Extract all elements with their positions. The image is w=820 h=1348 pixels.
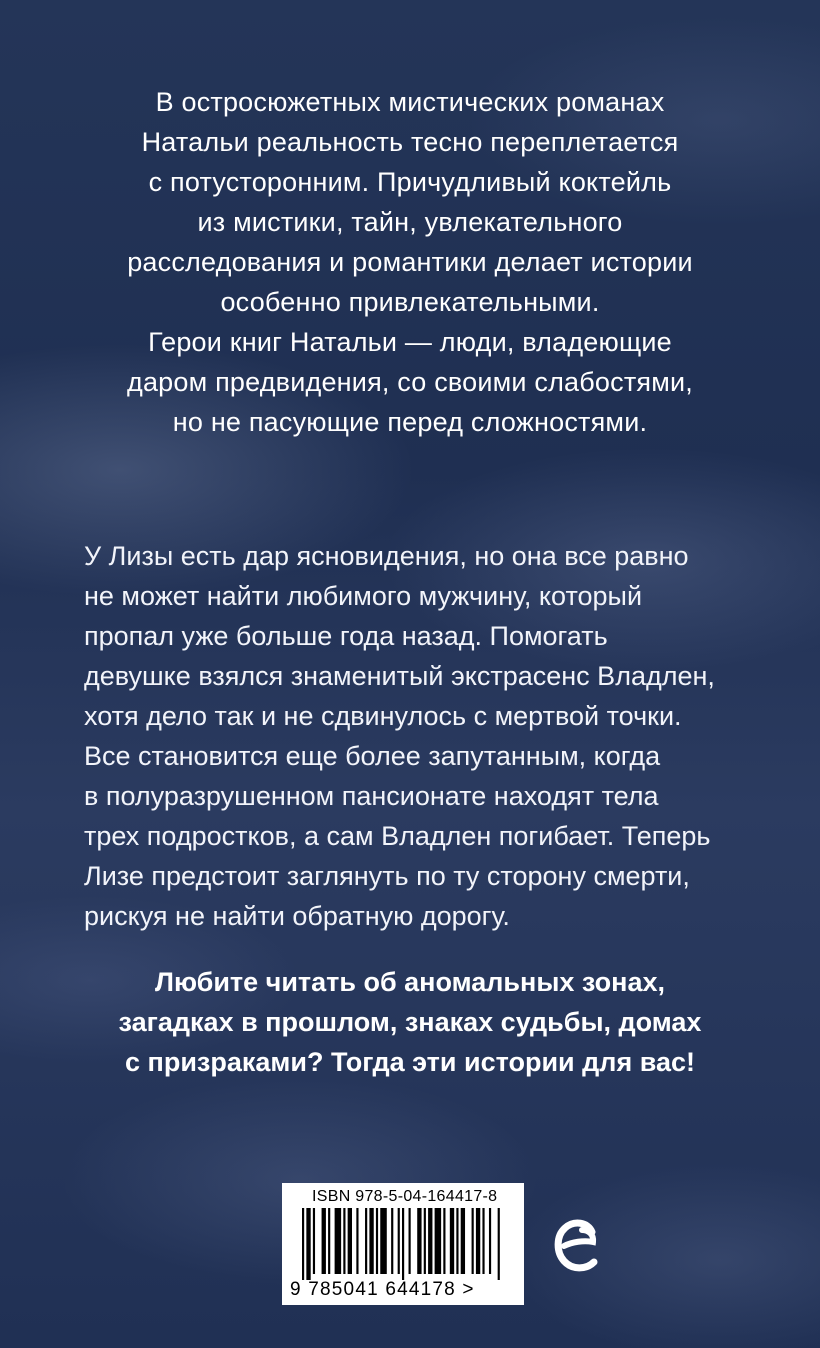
barcode-bar: [456, 1208, 458, 1274]
barcode-bar: [398, 1208, 400, 1274]
synopsis-line: трех подростков, а сам Владлен погибает. Теперь: [84, 821, 711, 851]
synopsis-line: У Лизы есть дар ясновидения, но она все равно: [84, 541, 689, 571]
publisher-logo-icon: [552, 1212, 602, 1276]
barcode-bar: [376, 1208, 378, 1274]
intro-line: Натальи реальность тесно переплетается: [141, 127, 679, 157]
tagline-text: [0, 962, 820, 1082]
synopsis-line: хотя дело так и не сдвинулось с мертвой точки.: [84, 701, 682, 731]
barcode-digits: 9 785041 644178 >: [290, 1279, 475, 1300]
intro-line: особенно привлекательными.: [220, 287, 600, 317]
synopsis-text: [84, 536, 764, 936]
intro-line: В остросюжетных мистических романах: [155, 87, 665, 117]
tagline-line: загадках в прошлом, знаках судьбы, домах: [118, 1007, 702, 1037]
barcode-bar: [391, 1208, 393, 1274]
barcode-bar: [443, 1208, 445, 1274]
synopsis-line: Все становится еще более запутанным, когда: [84, 741, 661, 771]
synopsis-line: девушке взялся знаменитый экстрасенс Владлен,: [84, 661, 715, 691]
barcode-bar: [424, 1208, 426, 1274]
intro-text: [0, 82, 820, 442]
barcode-bar: [428, 1208, 432, 1274]
synopsis-line: в полуразрушенном пансионате находят тела: [84, 781, 659, 811]
barcode-bar: [435, 1208, 442, 1274]
barcode-bar: [482, 1208, 484, 1274]
barcode-bar: [328, 1208, 330, 1274]
barcode-bar: [498, 1208, 500, 1280]
barcode-bar: [343, 1208, 345, 1274]
barcode-bar: [402, 1208, 404, 1280]
synopsis-line: Лизе предстоит заглянуть по ту сторону смерти,: [84, 861, 690, 891]
barcode-bar: [472, 1208, 474, 1274]
barcode-bar: [380, 1208, 387, 1274]
barcode-bar: [356, 1208, 358, 1274]
tagline-line: Любите читать об аномальных зонах,: [155, 967, 665, 997]
barcode-bar: [348, 1208, 352, 1274]
barcode-bar: [489, 1208, 491, 1274]
intro-line: расследования и романтики делает истории: [127, 247, 693, 277]
barcode-bar: [302, 1208, 304, 1280]
barcode-bar: [306, 1208, 310, 1280]
barcode-bar: [476, 1208, 480, 1274]
barcode-bar: [417, 1208, 421, 1274]
intro-line: из мистики, тайн, увлекательного: [197, 207, 623, 237]
barcode-bar: [313, 1208, 315, 1274]
isbn-barcode: [282, 1183, 524, 1305]
barcode-bar: [461, 1208, 465, 1274]
synopsis-line: не может найти любимого мужчину, который: [84, 581, 643, 611]
barcode-bars: [302, 1208, 502, 1280]
intro-line: с потусторонним. Причудливый коктейль: [148, 167, 672, 197]
barcode-bar: [369, 1208, 373, 1274]
barcode-bar: [322, 1208, 326, 1274]
intro-line: но не пасующие перед сложностями.: [172, 407, 648, 437]
barcode-bar: [335, 1208, 342, 1274]
barcode-bar: [365, 1208, 367, 1274]
barcode-bar: [409, 1208, 411, 1274]
intro-line: даром предвидения, со своими слабостями,: [127, 367, 693, 397]
barcode-bar: [450, 1208, 454, 1274]
isbn-label: ISBN 978-5-04-164417-8: [312, 1188, 498, 1205]
synopsis-line: рискуя не найти обратную дорогу.: [84, 901, 510, 931]
synopsis-line: пропал уже больше года назад. Помогать: [84, 621, 608, 651]
tagline-line: с призраками? Тогда эти истории для вас!: [125, 1047, 695, 1077]
intro-line: Герои книг Натальи — люди, владеющие: [148, 327, 672, 357]
